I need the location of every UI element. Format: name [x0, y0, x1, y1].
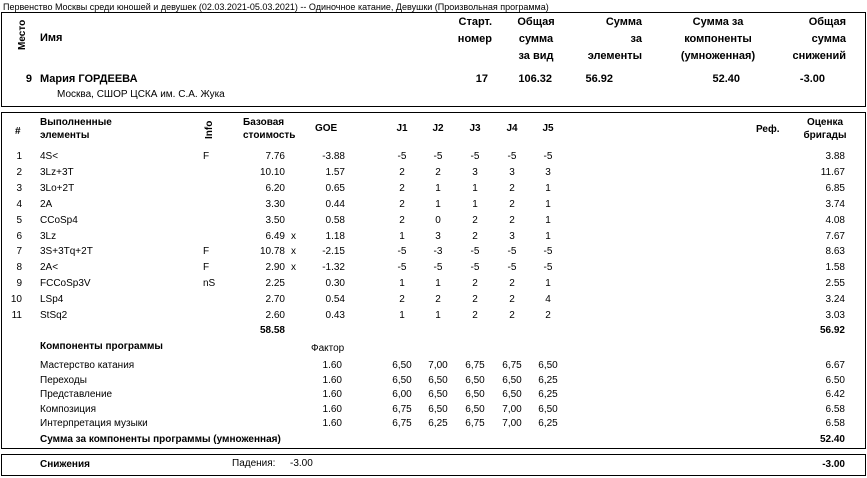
element-bonus-mark: x	[291, 246, 296, 258]
element-number: 3	[16, 182, 22, 194]
element-judge-score: 2	[509, 182, 515, 194]
element-judge-score: 2	[509, 294, 515, 306]
element-judge-score: 1	[545, 230, 551, 242]
element-name: 2A<	[40, 262, 59, 274]
element-base-value: 2.60	[265, 310, 285, 321]
component-panel-score: 6.50	[825, 374, 845, 386]
component-name: Представление	[40, 389, 113, 401]
component-judge-score: 6,50	[465, 403, 485, 415]
component-judge-score: 6,50	[465, 374, 485, 386]
element-judge-score: -5	[470, 262, 480, 274]
component-factor: 1.60	[322, 389, 342, 401]
info-header: Info	[204, 120, 215, 139]
element-name: 3S+3Tq+2T	[40, 246, 93, 258]
start-number-header: Старт. номер	[457, 16, 492, 45]
judge-header-3: J3	[469, 123, 481, 134]
component-judge-score: 7,00	[502, 418, 522, 430]
component-judge-score: 6,50	[428, 403, 448, 415]
component-judge-score: 6,25	[538, 374, 558, 386]
ref-header: Реф.	[756, 124, 780, 135]
element-base-value: 6.20	[265, 182, 285, 194]
element-judge-score: -5	[507, 246, 517, 258]
component-factor: 1.60	[322, 418, 342, 430]
element-judge-score: -5	[397, 262, 407, 274]
element-bonus-mark: x	[291, 262, 296, 274]
element-judge-score: 0	[435, 214, 441, 226]
component-name: Интерпретация музыки	[40, 418, 148, 430]
component-judge-score: 6,00	[392, 389, 412, 401]
skater-elements-score: 56.92	[585, 73, 613, 85]
deductions-total: -3.00	[822, 459, 845, 470]
component-panel-score: 6.42	[825, 389, 845, 401]
element-goe: 0.58	[325, 214, 345, 226]
element-info: F	[203, 151, 210, 162]
goe-header: GOE	[315, 123, 338, 134]
falls-label: Падения:	[232, 458, 276, 469]
element-judge-score: 2	[399, 166, 405, 178]
element-name: 3Lz+3T	[40, 166, 74, 178]
element-base-value: 10.10	[259, 166, 285, 178]
element-goe: 0.44	[325, 198, 345, 210]
judge-header-2: J2	[432, 123, 444, 134]
component-panel-score: 6.58	[825, 403, 845, 415]
component-name: Мастерство катания	[40, 360, 135, 371]
component-judge-score: 6,75	[392, 403, 412, 415]
component-name: Композиция	[40, 403, 97, 415]
element-judge-score: 2	[472, 294, 478, 306]
element-judge-score: 3	[509, 230, 515, 242]
component-factor: 1.60	[322, 374, 342, 386]
component-judge-score: 6,50	[538, 403, 558, 415]
element-judge-score: -5	[507, 262, 517, 274]
element-number: 4	[16, 198, 22, 210]
element-name: LSp4	[40, 294, 64, 306]
element-name: 3Lo+2T	[40, 182, 75, 194]
component-panel-score: 6.67	[825, 360, 845, 371]
component-judge-score: 6,50	[392, 360, 412, 371]
element-panel-score: 3.88	[825, 151, 845, 162]
element-panel-score: 3.03	[825, 310, 845, 321]
element-base-value: 2.90	[265, 262, 285, 274]
num-header: #	[15, 126, 21, 137]
element-number: 9	[16, 278, 22, 290]
element-judge-score: -5	[397, 246, 407, 258]
place-header: Место	[17, 19, 28, 50]
element-number: 7	[16, 246, 22, 258]
deductions-label: Снижения	[40, 459, 90, 470]
element-judge-score: 2	[509, 278, 515, 290]
component-judge-score: 6,75	[392, 418, 412, 430]
element-base-value: 2.70	[265, 294, 285, 306]
element-goe: 0.65	[325, 182, 345, 194]
panel-header: Оценка бригады	[803, 117, 847, 141]
name-header: Имя	[40, 32, 63, 44]
element-number: 10	[10, 294, 22, 306]
elements-score-total: 56.92	[819, 325, 845, 336]
component-judge-score: 6,75	[465, 360, 485, 371]
element-judge-score: 1	[545, 198, 551, 210]
elements-base-total: 58.58	[259, 325, 285, 336]
skater-club: Москва, СШОР ЦСКА им. С.А. Жука	[57, 89, 225, 100]
element-name: 2A	[40, 198, 53, 210]
element-judge-score: -5	[543, 262, 553, 274]
element-judge-score: 2	[399, 182, 405, 194]
element-judge-score: 2	[399, 198, 405, 210]
total-score-header: Общая сумма за вид	[517, 16, 555, 62]
component-judge-score: 6,75	[465, 418, 485, 430]
element-info: F	[203, 262, 210, 274]
element-judge-score: -3	[433, 246, 443, 258]
element-base-value: 3.50	[265, 214, 285, 226]
components-title: Компоненты программы	[40, 341, 163, 352]
element-number: 6	[16, 230, 22, 242]
factor-header: Фактор	[311, 343, 345, 354]
element-judge-score: 1	[435, 278, 441, 290]
element-goe: 1.57	[325, 166, 345, 178]
element-name: CCoSp4	[40, 214, 78, 226]
judge-header-1: J1	[396, 123, 408, 134]
base-header: Базовая стоимость	[243, 117, 296, 141]
element-judge-score: 4	[545, 294, 551, 306]
component-judge-score: 6,25	[538, 389, 558, 401]
element-name: FCCoSp3V	[40, 278, 91, 290]
element-header: Выполненные элементы	[40, 117, 112, 141]
element-judge-score: 2	[472, 214, 478, 226]
element-goe: 0.54	[325, 294, 345, 306]
component-judge-score: 6,50	[428, 389, 448, 401]
element-judge-score: 2	[399, 294, 405, 306]
element-goe: -1.32	[322, 262, 345, 274]
component-factor: 1.60	[322, 403, 342, 415]
element-judge-score: 1	[435, 198, 441, 210]
element-judge-score: 3	[435, 230, 441, 242]
element-judge-score: 2	[509, 310, 515, 321]
component-name: Переходы	[40, 374, 87, 386]
element-judge-score: -5	[433, 262, 443, 274]
elements-score-header: Сумма за элементы	[587, 16, 642, 62]
element-name: 3Lz	[40, 230, 57, 242]
skater-deductions-total: -3.00	[799, 73, 825, 85]
element-judge-score: 3	[509, 166, 515, 178]
skater-start-number: 17	[475, 73, 488, 85]
element-judge-score: 2	[435, 166, 441, 178]
element-base-value: 3.30	[265, 198, 285, 210]
component-panel-score: 6.58	[825, 418, 845, 430]
element-judge-score: -5	[543, 246, 553, 258]
component-judge-score: 7,00	[428, 360, 448, 371]
element-judge-score: 1	[399, 230, 405, 242]
element-base-value: 6.49	[265, 230, 285, 242]
element-info: nS	[203, 278, 216, 290]
component-judge-score: 7,00	[502, 403, 522, 415]
event-title: Первенство Москвы среди юношей и девушек (02.03.2021-05.03.2021) -- Одиночное катание, Девушки (Произвольная программа)	[3, 2, 549, 12]
component-judge-score: 6,75	[502, 360, 522, 371]
judge-header-5: J5	[542, 123, 554, 134]
element-judge-score: 2	[472, 230, 478, 242]
component-judge-score: 6,50	[502, 374, 522, 386]
element-goe: 0.30	[325, 278, 345, 290]
element-number: 11	[11, 310, 22, 321]
element-judge-score: 2	[509, 198, 515, 210]
element-judge-score: 1	[545, 182, 551, 194]
element-judge-score: 3	[472, 166, 478, 178]
falls-value: -3.00	[290, 458, 313, 469]
element-judge-score: 1	[472, 182, 478, 194]
element-base-value: 10.78	[259, 246, 285, 258]
element-panel-score: 3.24	[825, 294, 845, 306]
element-number: 2	[16, 166, 22, 178]
element-number: 1	[16, 151, 22, 162]
element-judge-score: 1	[435, 310, 441, 321]
element-judge-score: 2	[435, 294, 441, 306]
element-bonus-mark: x	[291, 230, 296, 242]
deductions-box	[1, 454, 866, 476]
element-judge-score: 1	[472, 198, 478, 210]
element-judge-score: 2	[472, 310, 478, 321]
element-judge-score: 3	[545, 166, 551, 178]
skater-name: Мария ГОРДЕЕВА	[40, 73, 138, 85]
element-judge-score: 1	[545, 214, 551, 226]
element-judge-score: 2	[472, 278, 478, 290]
element-panel-score: 7.67	[825, 230, 845, 242]
element-name: StSq2	[40, 310, 68, 321]
component-judge-score: 6,50	[502, 389, 522, 401]
element-judge-score: -5	[470, 246, 480, 258]
components-total-label: Сумма за компоненты программы (умноженная)	[40, 434, 281, 445]
component-judge-score: 6,25	[428, 418, 448, 430]
element-judge-score: 1	[399, 278, 405, 290]
component-judge-score: 6,50	[538, 360, 558, 371]
element-judge-score: -5	[543, 151, 553, 162]
element-judge-score: -5	[397, 151, 407, 162]
components-score-header: Сумма за компоненты (умноженная)	[680, 16, 756, 62]
element-panel-score: 4.08	[825, 214, 845, 226]
element-judge-score: 1	[545, 278, 551, 290]
element-judge-score: -5	[507, 151, 517, 162]
element-panel-score: 6.85	[825, 182, 845, 194]
element-name: 4S<	[40, 151, 59, 162]
component-judge-score: 6,25	[538, 418, 558, 430]
element-panel-score: 2.55	[825, 278, 845, 290]
element-judge-score: -5	[470, 151, 480, 162]
element-base-value: 2.25	[265, 278, 285, 290]
element-goe: 1.18	[325, 230, 345, 242]
element-number: 5	[16, 214, 22, 226]
element-judge-score: 1	[399, 310, 405, 321]
element-base-value: 7.76	[265, 151, 285, 162]
element-panel-score: 11.67	[820, 166, 845, 178]
judge-header-4: J4	[506, 123, 518, 134]
component-judge-score: 6,50	[392, 374, 412, 386]
element-panel-score: 1.58	[825, 262, 845, 274]
element-judge-score: 2	[509, 214, 515, 226]
element-judge-score: 1	[435, 182, 441, 194]
element-judge-score: 2	[545, 310, 551, 321]
element-judge-score: 2	[399, 214, 405, 226]
element-info: F	[203, 246, 210, 258]
element-goe: -3.88	[322, 151, 345, 162]
deductions-total-header: Общая сумма снижений	[792, 16, 846, 62]
component-judge-score: 6,50	[428, 374, 448, 386]
element-goe: -2.15	[322, 246, 345, 258]
component-judge-score: 6,50	[465, 389, 485, 401]
element-goe: 0.43	[325, 310, 345, 321]
element-panel-score: 3.74	[825, 198, 845, 210]
skater-total-score: 106.32	[518, 73, 552, 85]
element-panel-score: 8.63	[825, 246, 845, 258]
skater-components-score: 52.40	[712, 73, 740, 85]
element-number: 8	[16, 262, 22, 274]
component-factor: 1.60	[322, 360, 342, 371]
components-total-score: 52.40	[819, 434, 845, 445]
skater-place: 9	[25, 73, 32, 85]
element-judge-score: -5	[433, 151, 443, 162]
